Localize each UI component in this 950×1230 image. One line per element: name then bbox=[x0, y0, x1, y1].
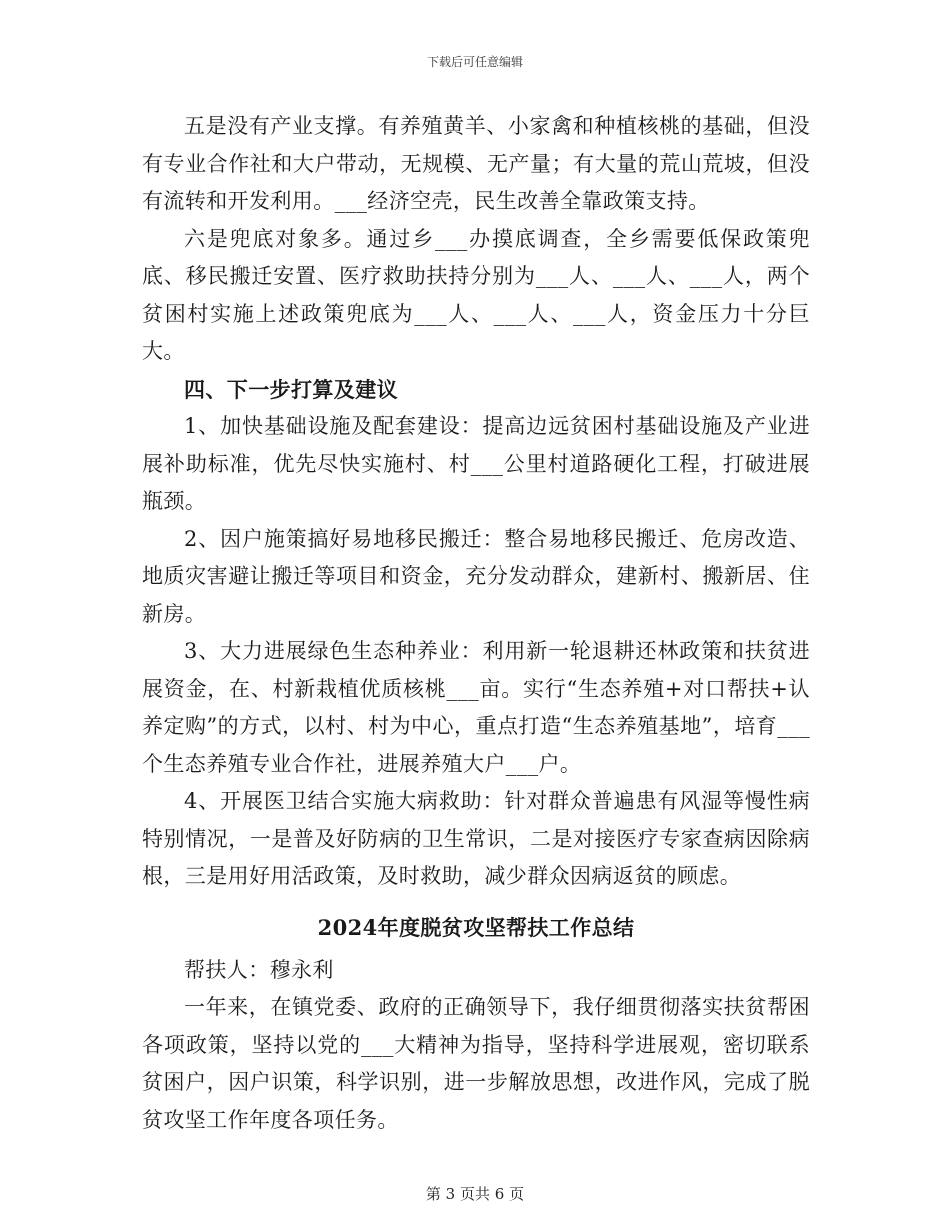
paragraph-medical-aid: 4、开展医卫结合实施大病救助：针对群众普遍患有风湿等慢性病特别情况，一是普及好防病的卫生常识，二是对接医疗专家查病因除病根，三是用好用活政策，及时救助，减少群众因病返贫的顾虑。 bbox=[142, 789, 810, 888]
page-footer: 第 3 页共 6 页 bbox=[425, 1185, 525, 1203]
paragraph-summary-intro: 一年来，在镇党委、政府的正确领导下，我仔细贯彻落实扶贫帮困各项政策，坚持以党的___大精神为指导，坚持科学进展观，密切联系贫困户，因户识策，科学识别，进一步解放思想，改进作风，完成了脱贫攻坚工作年度各项任务。 bbox=[142, 995, 810, 1132]
paragraph-relocation: 2、因户施策搞好易地移民搬迁：整合易地移民搬迁、危房改造、地质灾害避让搬迁等项目和资金，充分发动群众，建新村、搬新居、住新房。 bbox=[142, 526, 810, 626]
document-title: 2024年度脱贫攻坚帮扶工作总结 bbox=[317, 914, 635, 940]
paragraph-infrastructure: 1、加快基础设施及配套建设：提高边远贫困村基础设施及产业进展补助标准，优先尽快实施村、村___公里村道路硬化工程，打破进展瓶颈。 bbox=[142, 414, 810, 513]
document-body bbox=[142, 108, 810, 1139]
paragraph-safety-net: 六是兜底对象多。通过乡___办摸底调查，全乡需要低保政策兜底、移民搬迁安置、医疗救助扶持分别为___人、___人、___人，两个贫困村实施上述政策兜底为___人、___人、___人，资金压力十分巨大。 bbox=[142, 226, 810, 363]
page-header: 下载后可任意编辑 bbox=[426, 55, 523, 69]
paragraph-green-farming: 3、大力进展绿色生态种养业：利用新一轮退耕还林政策和扶贫进展资金，在、村新栽植优质核桃___亩。实行“生态养殖+对口帮扶+认养定购”的方式，以村、村为中心，重点打造“生态养殖基地”，培育___个生态养殖专业合作社，进展养殖大户___户。 bbox=[142, 639, 810, 776]
paragraph-helper-name: 帮扶人：穆永利 bbox=[184, 957, 334, 982]
section-heading-next-steps: 四、下一步打算及建议 bbox=[184, 376, 398, 402]
paragraph-industry-support: 五是没有产业支撑。有养殖黄羊、小家禽和种植核桃的基础，但没有专业合作社和大户带动，无规模、无产量；有大量的荒山荒坡，但没有流转和开发利用。___经济空壳，民生改善全靠政策支持。 bbox=[142, 114, 810, 213]
